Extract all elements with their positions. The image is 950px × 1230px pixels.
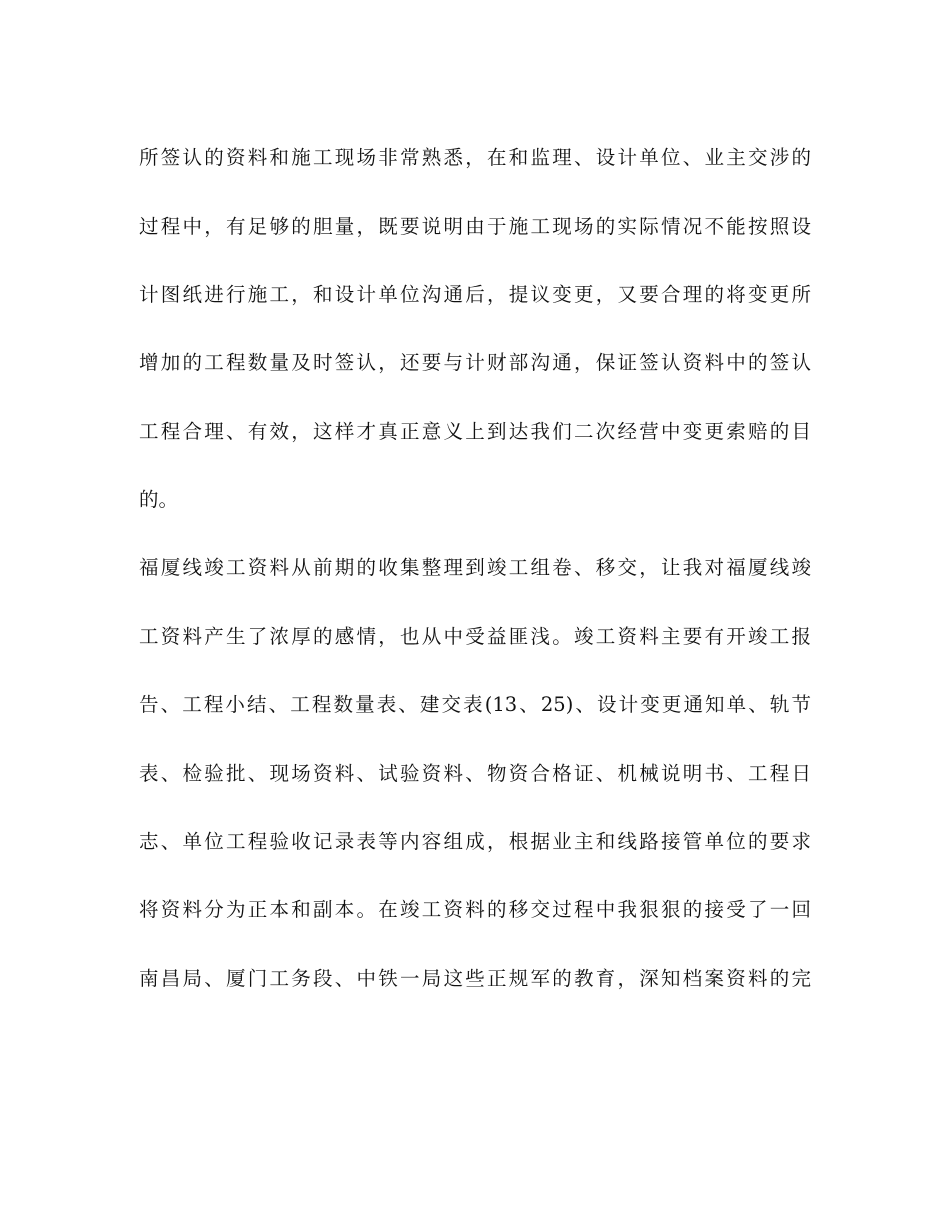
text-line: 所签认的资料和施工现场非常熟悉，在和监理、设计单位、业主交涉的 [139, 146, 811, 169]
text-line: 福厦线竣工资料从前期的收集整理到竣工组卷、移交，让我对福厦线竣 [139, 556, 811, 579]
text-line: 工程合理、有效，这样才真正意义上到达我们二次经营中变更索赔的目 [139, 420, 811, 443]
text-line: 的。 [139, 488, 179, 511]
text-line: 表、检验批、现场资料、试验资料、物资合格证、机械说明书、工程日 [139, 762, 811, 785]
text-line: 计图纸进行施工，和设计单位沟通后，提议变更，又要合理的将变更所 [139, 283, 811, 306]
text-line: 南昌局、厦门工务段、中铁一局这些正规军的教育，深知档案资料的完 [139, 967, 811, 990]
text-line: 将资料分为正本和副本。在竣工资料的移交过程中我狠狠的接受了一回 [139, 898, 811, 921]
text-line: 工资料产生了浓厚的感情，也从中受益匪浅。竣工资料主要有开竣工报 [139, 625, 811, 648]
text-line: 增加的工程数量及时签认，还要与计财部沟通，保证签认资料中的签认 [139, 351, 811, 374]
text-line: 过程中，有足够的胆量，既要说明由于施工现场的实际情况不能按照设 [139, 215, 811, 238]
text-line: 志、单位工程验收记录表等内容组成，根据业主和线路接管单位的要求 [139, 830, 811, 853]
text-line: 告、工程小结、工程数量表、建交表(13、25)、设计变更通知单、轨节 [139, 693, 811, 716]
